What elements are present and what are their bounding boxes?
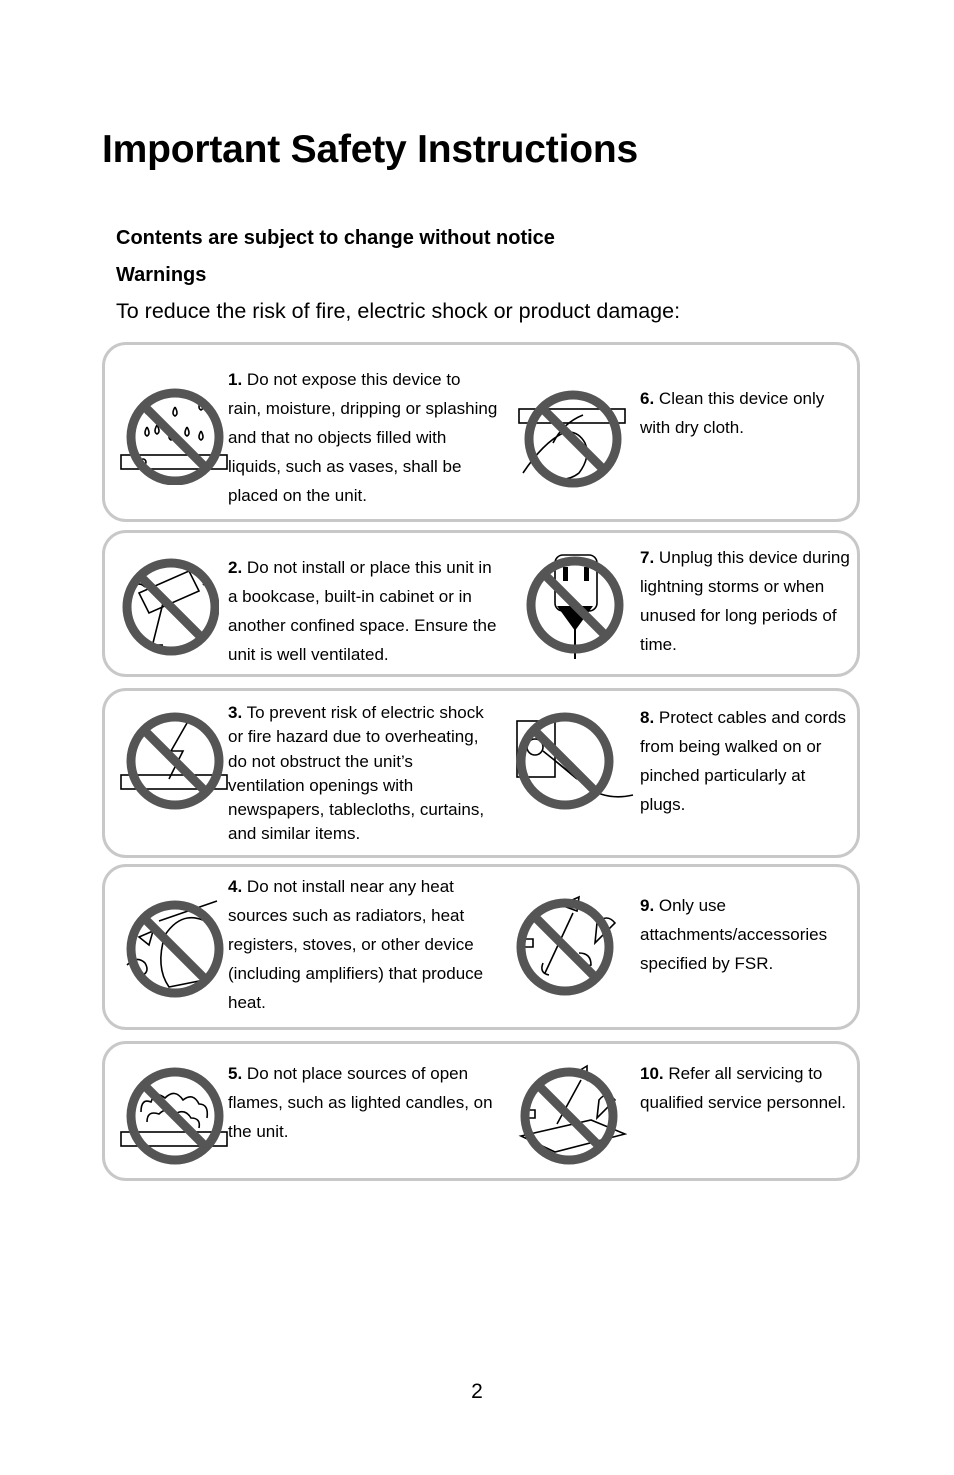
no-flames-icon (117, 1062, 233, 1166)
item-text: Clean this device only with dry cloth. (640, 389, 825, 437)
item-number: 10. (640, 1064, 664, 1083)
item-text: Do not place sources of open flames, such as lighted candles, on the unit. (228, 1064, 493, 1141)
page-title: Important Safety Instructions (102, 128, 638, 171)
safety-item-9 (513, 867, 857, 1027)
item-number: 7. (640, 548, 655, 567)
safety-row-3 (102, 688, 860, 858)
item-number: 4. (228, 877, 243, 896)
warnings-heading: Warnings (116, 264, 207, 286)
item-text: Do not install near any heat sources such as radiators, heat registers, stoves, or other device (including amplifiers) that produce heat. (228, 877, 484, 1012)
item-number: 6. (640, 389, 655, 408)
notice-text: Contents are subject to change without notice (116, 227, 555, 249)
item-text: Unplug this device during lightning storms or when unused for long periods of time. (640, 548, 850, 654)
safety-item-1 (105, 345, 497, 519)
safety-item-4 (105, 867, 497, 1027)
safety-item-7 (513, 533, 857, 674)
item-text: Only use attachments/accessories specified by FSR. (640, 896, 828, 973)
protect-cables-icon (513, 709, 637, 813)
item-text: To prevent risk of electric shock or fire hazard due to overheating, do not obstruct the unit’s ventilation openings with newspapers, tablecloths, curtains, and similar items. (228, 703, 485, 844)
item-text: Refer all servicing to qualified service personnel. (640, 1064, 847, 1112)
dry-cloth-icon (513, 383, 633, 491)
safety-item-5 (105, 1044, 497, 1178)
no-heat-icon (119, 895, 231, 999)
safety-row-5 (102, 1041, 860, 1181)
item-number: 2. (228, 558, 243, 577)
safety-item-10 (513, 1044, 857, 1178)
safety-item-6 (513, 345, 857, 519)
item-number: 5. (228, 1064, 243, 1083)
item-number: 8. (640, 708, 655, 727)
item-text: Protect cables and cords from being walked on or pinched particularly at plugs. (640, 708, 847, 814)
intro-text: To reduce the risk of fire, electric shock or product damage: (116, 299, 681, 323)
safety-row-1 (102, 342, 860, 522)
unplug-icon (523, 551, 627, 661)
no-confined-space-icon (119, 553, 219, 657)
servicing-icon (517, 1062, 627, 1168)
no-water-icon (117, 385, 233, 485)
safety-item-8 (513, 691, 857, 855)
item-text: Do not expose this device to rain, moisture, dripping or splashing and that no objects filled with liquids, such as vases, shall be placed on the unit. (228, 370, 498, 505)
no-obstruct-icon (117, 709, 233, 811)
item-text: Do not install or place this unit in a bookcase, built-in cabinet or in another confined space. Ensure the unit is well ventilated. (228, 558, 497, 664)
safety-row-2 (102, 530, 860, 677)
accessories-icon (513, 893, 625, 1001)
safety-item-3 (105, 691, 497, 855)
item-number: 1. (228, 370, 243, 389)
item-number: 9. (640, 896, 655, 915)
item-number: 3. (228, 703, 243, 722)
safety-row-4 (102, 864, 860, 1030)
page-number: 2 (471, 1380, 483, 1403)
safety-item-2 (105, 533, 497, 674)
